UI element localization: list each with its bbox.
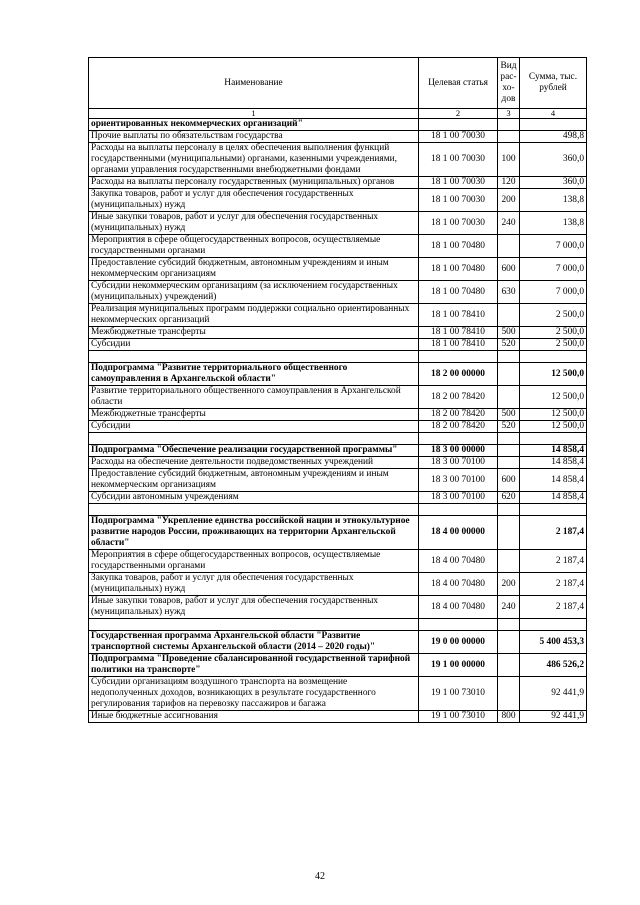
table-row [89,143,587,177]
row-name-cell: Подпрограмма "Развитие территориального общественного самоуправления в Архангельской области" [89,363,419,386]
row-sum-cell [520,504,587,516]
row-kind-cell [498,654,520,677]
row-code-cell [419,119,498,131]
row-kind-cell [498,457,520,469]
row-code-cell: 18 1 00 78410 [419,304,498,327]
row-sum-cell: 14 858,4 [520,445,587,457]
row-sum-cell [520,433,587,445]
row-sum-cell: 14 858,4 [520,457,587,469]
row-kind-cell: 500 [498,327,520,339]
row-kind-cell: 600 [498,258,520,281]
table-row [89,339,587,351]
table-row [89,677,587,711]
row-code-cell: 18 3 00 70100 [419,469,498,492]
table-row [89,573,587,596]
row-sum-cell: 14 858,4 [520,469,587,492]
program-row [89,119,587,131]
table-row [89,327,587,339]
row-name-cell: Субсидии некоммерческим организациям (за исключением государственных (муниципальных) учреждений) [89,281,419,304]
row-kind-cell [498,131,520,143]
row-code-cell [419,504,498,516]
table-row [89,469,587,492]
table-row [89,492,587,504]
row-name-cell: Расходы на выплаты персоналу в целях обеспечения выполнения функций государственными (муниципальными) органами, казенными учреждениями, органами управления государственными внебюджетными фондами [89,143,419,177]
row-name-cell: Прочие выплаты по обязательствам государства [89,131,419,143]
row-sum-cell: 12 500,0 [520,386,587,409]
row-sum-cell: 7 000,0 [520,281,587,304]
row-code-cell: 18 3 00 00000 [419,445,498,457]
row-kind-cell [498,631,520,654]
row-name-cell: Предоставление субсидий бюджетным, автономным учреждениям и иным некоммерческим организациям [89,258,419,281]
row-code-cell [419,351,498,363]
row-code-cell [419,433,498,445]
row-code-cell: 19 1 00 73010 [419,711,498,723]
row-code-cell: 18 4 00 00000 [419,516,498,550]
column-number: 3 [498,109,520,119]
table-row [89,177,587,189]
row-code-cell: 19 0 00 00000 [419,631,498,654]
row-kind-cell: 500 [498,409,520,421]
row-name-cell: Подпрограмма "Проведение сбалансированной государственной тарифной политики на транспорте" [89,654,419,677]
table-header [89,58,587,119]
row-kind-cell: 240 [498,212,520,235]
table-row [89,235,587,258]
row-sum-cell: 360,0 [520,177,587,189]
row-code-cell: 18 1 00 70030 [419,177,498,189]
row-code-cell: 18 2 00 78420 [419,386,498,409]
row-kind-cell [498,550,520,573]
row-sum-cell: 2 187,4 [520,596,587,619]
row-name-cell: Предоставление субсидий бюджетным, автономным учреждениям и иным некоммерческим организациям [89,469,419,492]
table-row [89,421,587,433]
row-name-cell [89,433,419,445]
row-code-cell: 18 1 00 70480 [419,235,498,258]
row-sum-cell: 5 400 453,3 [520,631,587,654]
row-sum-cell: 486 526,2 [520,654,587,677]
row-sum-cell: 7 000,0 [520,235,587,258]
table-row [89,386,587,409]
row-kind-cell [498,235,520,258]
row-sum-cell [520,619,587,631]
row-name-cell: Подпрограмма "Укрепление единства российской нации и этнокультурное развитие народов России, проживающих на территории Архангельской области" [89,516,419,550]
row-sum-cell [520,351,587,363]
row-sum-cell: 2 187,4 [520,573,587,596]
row-name-cell: Субсидии автономным учреждениям [89,492,419,504]
row-name-cell: Иные бюджетные ассигнования [89,711,419,723]
row-code-cell: 18 3 00 70100 [419,492,498,504]
row-sum-cell: 2 187,4 [520,550,587,573]
row-code-cell: 18 1 00 70480 [419,281,498,304]
row-code-cell: 18 1 00 70030 [419,189,498,212]
table-row [89,596,587,619]
row-name-cell: Мероприятия в сфере общегосударственных вопросов, осуществляемые государственными органами [89,235,419,258]
row-name-cell: Иные закупки товаров, работ и услуг для обеспечения государственных (муниципальных) нужд [89,212,419,235]
spacer-row [89,433,587,445]
row-sum-cell: 360,0 [520,143,587,177]
row-name-cell: Закупка товаров, работ и услуг для обеспечения государственных (муниципальных) нужд [89,189,419,212]
row-sum-cell: 498,8 [520,131,587,143]
row-sum-cell: 2 500,0 [520,327,587,339]
column-number: 2 [419,109,498,119]
spacer-row [89,351,587,363]
row-code-cell: 19 1 00 73010 [419,677,498,711]
program-row [89,363,587,386]
row-sum-cell [520,119,587,131]
row-kind-cell: 620 [498,492,520,504]
row-name-cell: Подпрограмма "Обеспечение реализации государственной программы" [89,445,419,457]
row-code-cell: 18 1 00 70480 [419,258,498,281]
row-sum-cell: 92 441,9 [520,711,587,723]
table-row [89,281,587,304]
row-code-cell: 18 4 00 70480 [419,550,498,573]
row-name-cell: Субсидии [89,421,419,433]
row-sum-cell: 2 500,0 [520,339,587,351]
row-code-cell: 18 1 00 78410 [419,327,498,339]
row-kind-cell: 240 [498,596,520,619]
row-kind-cell: 200 [498,573,520,596]
row-sum-cell: 2 500,0 [520,304,587,327]
row-code-cell: 18 1 00 70030 [419,131,498,143]
row-name-cell: Закупка товаров, работ и услуг для обеспечения государственных (муниципальных) нужд [89,573,419,596]
row-kind-cell [498,386,520,409]
row-code-cell: 18 2 00 78420 [419,421,498,433]
row-kind-cell [498,363,520,386]
table-body [89,119,587,723]
row-kind-cell [498,504,520,516]
row-name-cell: Расходы на обеспечение деятельности подведомственных учреждений [89,457,419,469]
row-sum-cell: 2 187,4 [520,516,587,550]
row-code-cell: 18 1 00 70030 [419,143,498,177]
row-kind-cell [498,619,520,631]
row-kind-cell: 120 [498,177,520,189]
row-code-cell: 18 4 00 70480 [419,596,498,619]
row-name-cell: Государственная программа Архангельской области "Развитие транспортной системы Архангельской области (2014 – 2020 годы)" [89,631,419,654]
row-name-cell: Иные закупки товаров, работ и услуг для обеспечения государственных (муниципальных) нужд [89,596,419,619]
table-row [89,457,587,469]
row-sum-cell: 12 500,0 [520,409,587,421]
row-name-cell [89,504,419,516]
row-name-cell [89,619,419,631]
row-kind-cell [498,119,520,131]
column-number: 1 [89,109,419,119]
row-name-cell: Расходы на выплаты персоналу государственных (муниципальных) органов [89,177,419,189]
row-sum-cell: 92 441,9 [520,677,587,711]
spacer-row [89,504,587,516]
row-code-cell: 18 1 00 78410 [419,339,498,351]
row-sum-cell: 138,8 [520,189,587,212]
program-row [89,631,587,654]
column-number: 4 [520,109,587,119]
table-row [89,550,587,573]
row-name-cell: Субсидии [89,339,419,351]
row-code-cell [419,619,498,631]
table-row [89,258,587,281]
table-row [89,711,587,723]
row-kind-cell: 200 [498,189,520,212]
program-row [89,516,587,550]
table-row [89,131,587,143]
row-kind-cell [498,677,520,711]
row-kind-cell [498,433,520,445]
row-code-cell: 18 1 00 70030 [419,212,498,235]
row-name-cell: ориентированных некоммерческих организаций" [89,119,419,131]
budget-table [88,57,587,723]
row-kind-cell: 800 [498,711,520,723]
row-kind-cell: 520 [498,421,520,433]
row-name-cell: Мероприятия в сфере общегосударственных вопросов, осуществляемые государственными органами [89,550,419,573]
header-code: Целевая статья [419,58,498,109]
row-sum-cell: 14 858,4 [520,492,587,504]
row-name-cell: Межбюджетные трансферты [89,327,419,339]
row-kind-cell: 100 [498,143,520,177]
spacer-row [89,619,587,631]
row-kind-cell [498,516,520,550]
row-code-cell: 19 1 00 00000 [419,654,498,677]
page-number: 42 [315,871,325,882]
column-number-row [89,109,587,119]
row-name-cell: Межбюджетные трансферты [89,409,419,421]
row-kind-cell: 600 [498,469,520,492]
row-code-cell: 18 3 00 70100 [419,457,498,469]
row-code-cell: 18 2 00 78420 [419,409,498,421]
row-name-cell: Развитие территориального общественного самоуправления в Архангельской области [89,386,419,409]
row-code-cell: 18 2 00 00000 [419,363,498,386]
row-name-cell: Субсидии организациям воздушного транспорта на возмещение недополученных доходов, возникающих в результате государственного регулирования тарифов на перевозку пассажиров и багажа [89,677,419,711]
program-row [89,654,587,677]
row-sum-cell: 138,8 [520,212,587,235]
header-name: Наименование [89,58,419,109]
row-sum-cell: 12 500,0 [520,363,587,386]
program-row [89,445,587,457]
table-row [89,189,587,212]
row-code-cell: 18 4 00 70480 [419,573,498,596]
table-row [89,304,587,327]
row-name-cell [89,351,419,363]
row-name-cell: Реализация муниципальных программ поддержки социально ориентированных некоммерческих организаций [89,304,419,327]
row-sum-cell: 7 000,0 [520,258,587,281]
row-kind-cell: 520 [498,339,520,351]
header-kind: Вид рас-хо-дов [498,58,520,109]
header-sum: Сумма, тыс. рублей [520,58,587,109]
row-kind-cell [498,445,520,457]
row-kind-cell: 630 [498,281,520,304]
table-row [89,409,587,421]
row-kind-cell [498,304,520,327]
row-sum-cell: 12 500,0 [520,421,587,433]
row-kind-cell [498,351,520,363]
table-row [89,212,587,235]
